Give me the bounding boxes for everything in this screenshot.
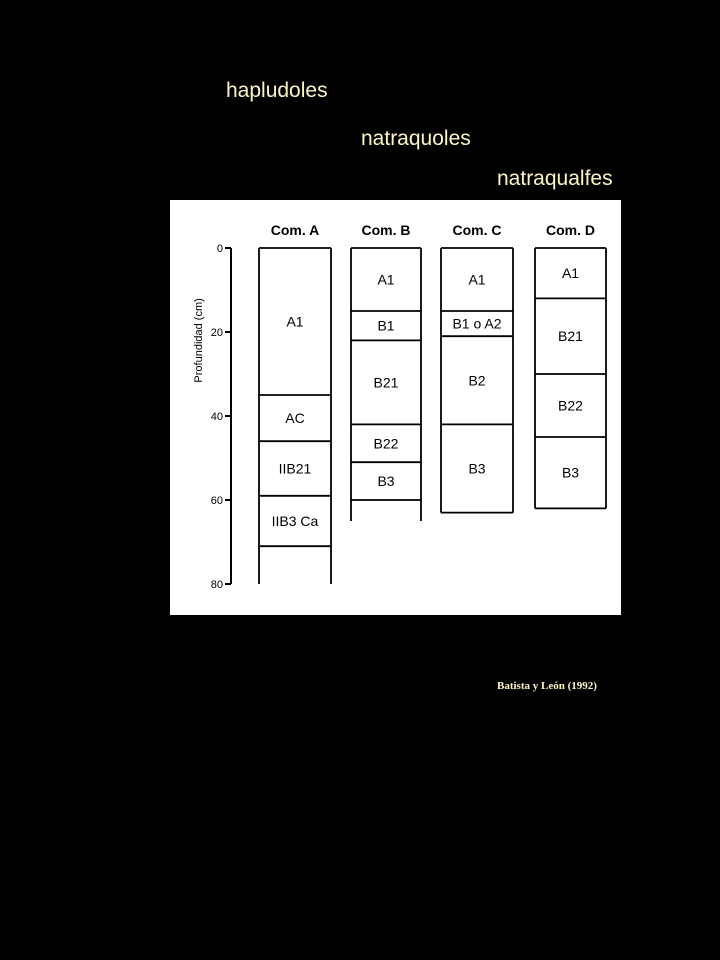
horizon-label-com-b-b1: B1	[377, 317, 395, 334]
label-hapludoles: hapludoles	[226, 79, 328, 102]
column-title-com-c: Com. C	[452, 222, 502, 238]
horizon-label-com-a-iib3-ca: IIB3 Ca	[271, 513, 319, 529]
horizon-label-com-c-b3: B3	[468, 460, 486, 477]
depth-axis-title: Profundidad (cm)	[193, 298, 205, 383]
horizon-label-com-b-b21: B21	[373, 374, 399, 391]
horizon-label-com-a-iib21: IIB21	[278, 460, 312, 477]
soil-profile-diagram	[170, 200, 621, 615]
depth-tick-label-0: 0	[216, 243, 223, 255]
label-natraqualfes: natraqualfes	[497, 167, 613, 190]
horizon-label-com-d-a1: A1	[561, 265, 580, 282]
depth-tick-label-60: 60	[210, 495, 223, 507]
horizon-label-com-b-b3: B3	[377, 473, 395, 490]
horizon-label-com-c-b1-o-a2: B1 o A2	[452, 315, 502, 332]
horizon-label-com-d-b3: B3	[561, 464, 580, 481]
horizon-label-com-b-a1: A1	[377, 271, 395, 288]
horizon-label-com-d-b22: B22	[558, 397, 583, 414]
column-title-com-d: Com. D	[546, 222, 595, 238]
column-title-com-b: Com. B	[361, 222, 411, 238]
horizon-label-com-b-b22: B22	[373, 435, 399, 452]
depth-tick-label-20: 20	[210, 327, 223, 339]
label-natraquoles: natraquoles	[361, 127, 471, 150]
horizon-label-com-d-b21: B21	[558, 328, 583, 345]
column-title-com-a: Com. A	[270, 222, 320, 238]
horizon-label-com-a-ac: AC	[285, 410, 305, 427]
citation: Batista y León (1992)	[497, 680, 597, 692]
horizon-label-com-a-a1: A1	[286, 313, 304, 330]
horizon-label-com-c-a1: A1	[468, 271, 486, 288]
depth-tick-label-40: 40	[210, 411, 223, 423]
depth-tick-label-80: 80	[210, 579, 223, 591]
horizon-label-com-c-b2: B2	[468, 372, 486, 389]
soil-profile-figure	[170, 200, 621, 615]
